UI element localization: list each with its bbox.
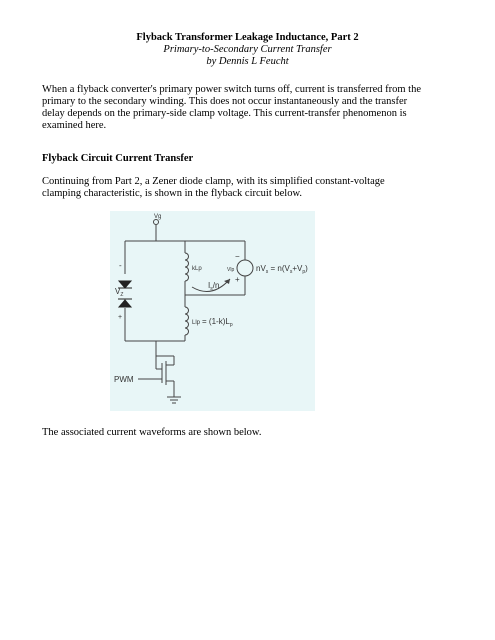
zener-minus-label: -: [119, 261, 122, 270]
is-label: $I_s/n$: [208, 281, 220, 292]
current-arrowhead: [224, 279, 230, 284]
llp-label: Llp = $(1-k)L_p$: [192, 317, 233, 328]
voltage-source: [237, 260, 253, 276]
klp-inductor: [185, 253, 189, 281]
pwm-label: PWM: [114, 375, 134, 384]
section-paragraph: Continuing from Part 2, a Zener diode clamp, with its simplified constant-voltage clamping characteristic, is shown in the flyback circuit below.: [42, 176, 385, 199]
source-plus-label: +: [235, 275, 240, 284]
closing-paragraph: The associated current waveforms are shown below.: [42, 427, 262, 438]
zener-plus-label: +: [118, 314, 123, 321]
document-author: by Dennis L Feucht: [206, 56, 289, 67]
section-heading: Flyback Circuit Current Transfer: [42, 153, 194, 164]
source-equation-label: $nV_s = n(V_s+V_p)$: [256, 264, 308, 275]
flyback-circuit-diagram: [110, 211, 315, 411]
document-subtitle: Primary-to-Secondary Current Transfer: [163, 44, 332, 55]
intro-paragraph: When a flyback converter's primary power switch turns off, current is transferred from the primary to the secondary winding. This does not occur instantaneously and the transfer delay depends on the primary-side clamp voltage. This current-transfer phenomenon is examined here.: [42, 84, 421, 131]
document-title: Flyback Transformer Leakage Inductance, Part 2: [136, 32, 359, 43]
vg-label: Vg: [154, 214, 162, 220]
flyback-circuit-figure: [110, 211, 315, 411]
vz-label: $V_Z$: [115, 287, 124, 298]
klp-label: kLp: [192, 266, 202, 272]
vg-terminal: [154, 220, 159, 225]
source-minus-label: −: [235, 252, 240, 261]
llp-inductor: [185, 307, 189, 335]
vlp-label: Vlp: [227, 267, 235, 273]
